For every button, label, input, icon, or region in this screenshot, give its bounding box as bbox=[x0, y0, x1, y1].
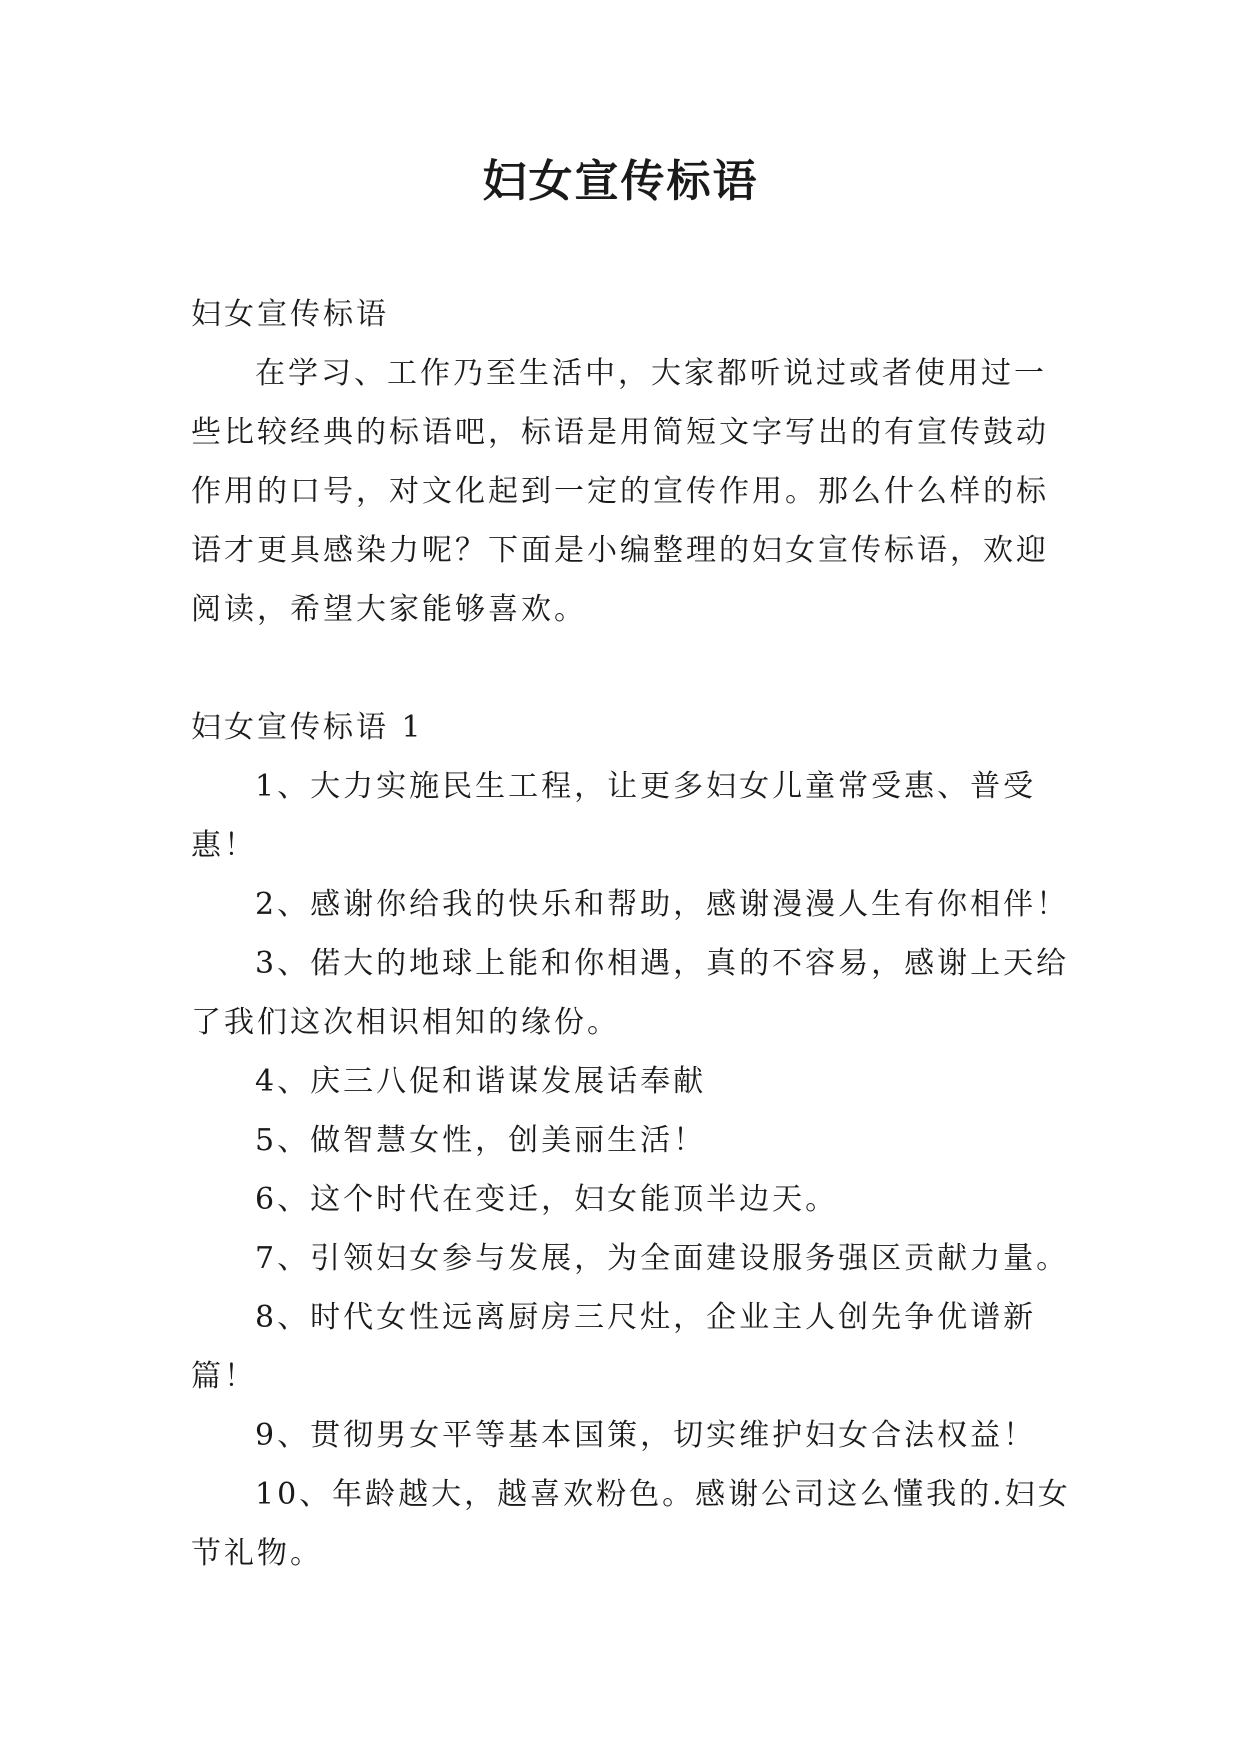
slogan-item: 5、做智慧女性，创美丽生活！ bbox=[255, 1123, 707, 1158]
subtitle: 妇女宣传标语 bbox=[191, 297, 389, 332]
slogan-item: 9、贯彻男女平等基本国策，切实维护妇女合法权益！ bbox=[255, 1418, 1037, 1453]
slogan-item: 4、庆三八促和谐谋发展话奉献 bbox=[255, 1064, 707, 1099]
slogan-item: 2、感谢你给我的快乐和帮助，感谢漫漫人生有你相伴！ bbox=[255, 887, 1070, 922]
intro-paragraph: 在学习、工作乃至生活中，大家都听说过或者使用过一些比较经典的标语吧，标语是用简短文字写出的有宣传鼓动作用的口号，对文化起到一定的宣传作用。那么什么样的标语才更具感染力呢？下面是小编整理的妇女宣传标语，欢迎阅读，希望大家能够喜欢。 bbox=[191, 356, 1049, 627]
slogan-item: 1、大力实施民生工程，让更多妇女儿童常受惠、普受惠！ bbox=[191, 769, 1037, 863]
slogan-item: 6、这个时代在变迁，妇女能顶半边天。 bbox=[255, 1182, 839, 1217]
slogan-item: 3、偌大的地球上能和你相遇，真的不容易，感谢上天给了我们这次相识相知的缘份。 bbox=[191, 946, 1070, 1040]
document-title: 妇女宣传标语 bbox=[482, 156, 759, 207]
slogan-item: 10、年龄越大，越喜欢粉色。感谢公司这么懂我的.妇女节礼物。 bbox=[191, 1477, 1071, 1571]
section-heading: 妇女宣传标语 1 bbox=[191, 710, 424, 745]
document-body bbox=[191, 285, 1071, 1583]
paragraph-spacer bbox=[191, 639, 1071, 698]
slogan-item: 7、引领妇女参与发展，为全面建设服务强区贡献力量。 bbox=[255, 1241, 1070, 1276]
slogan-item: 8、时代女性远离厨房三尺灶，企业主人创先争优谱新篇！ bbox=[191, 1300, 1037, 1394]
